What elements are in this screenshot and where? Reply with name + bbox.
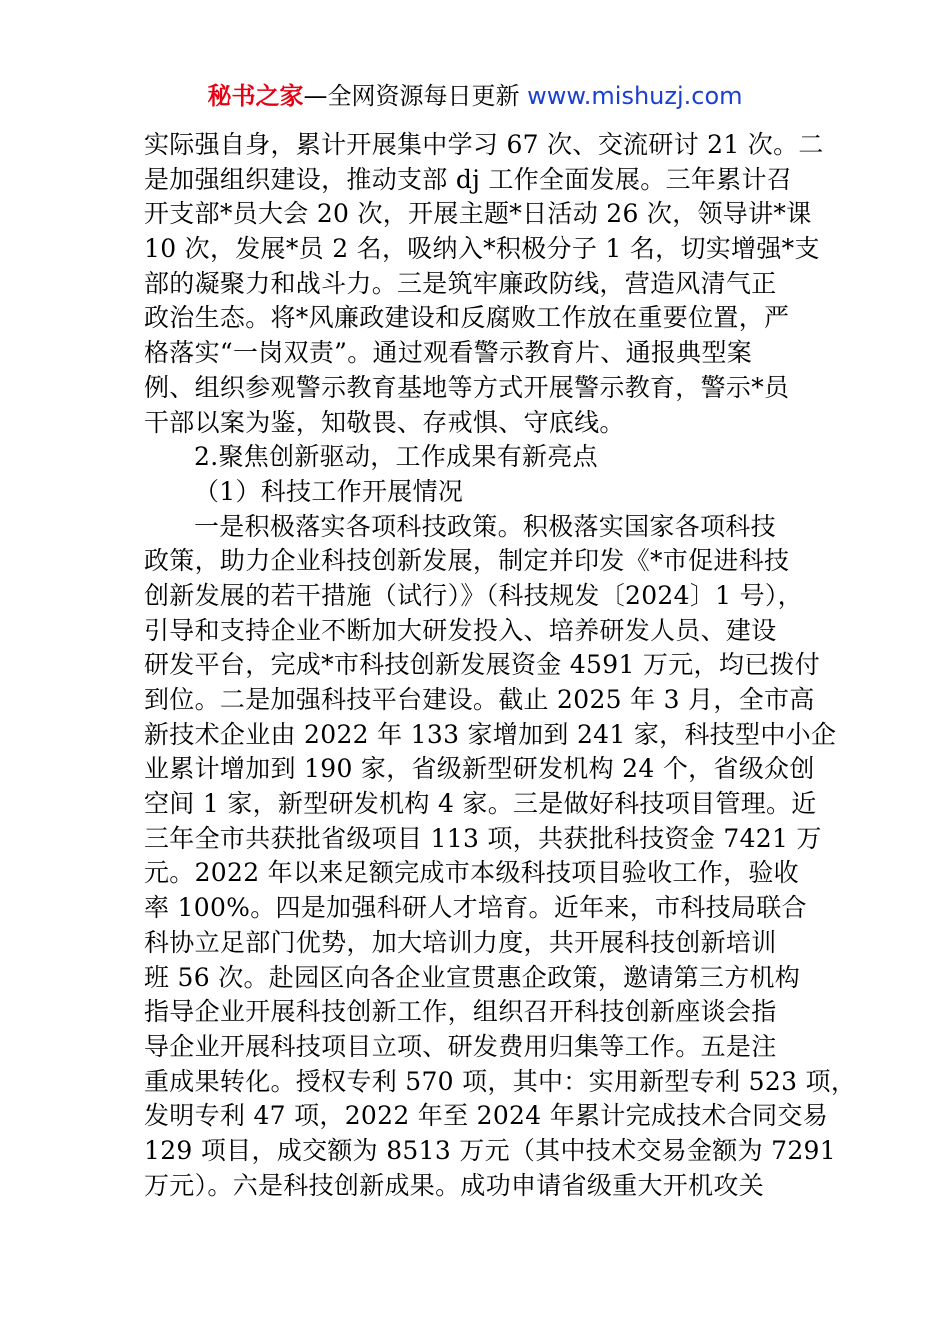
text-line: 是加强组织建设，推动支部 dj 工作全面发展。三年累计召 bbox=[144, 164, 793, 194]
text-line: 发明专利 47 项，2022 年至 2024 年累计完成技术合同交易 bbox=[144, 1101, 828, 1131]
site-header bbox=[0, 80, 950, 112]
text-line: 政治生态。将*风廉政建设和反腐败工作放在重要位置，严 bbox=[144, 303, 790, 333]
text-line: 开支部*员大会 20 次，开展主题*日活动 26 次，领导讲*课 bbox=[144, 199, 812, 229]
text-line: 10 次，发展*员 2 名，吸纳入*积极分子 1 名，切实增强*支 bbox=[144, 234, 820, 264]
text-line: 创新发展的若干措施（试行）》（科技规发〔2024〕1 号）， bbox=[144, 580, 803, 610]
text-line: 新技术企业由 2022 年 133 家增加到 241 家，科技型中小企 bbox=[144, 719, 837, 749]
text-line: 部的凝聚力和战斗力。三是筑牢廉政防线，营造风清气正 bbox=[144, 268, 777, 298]
text-line: 元。2022 年以来足额完成市本级科技项目验收工作，验收 bbox=[144, 858, 799, 888]
text-line: 班 56 次。赴园区向各企业宣贯惠企政策，邀请第三方机构 bbox=[144, 962, 801, 992]
section-heading: 2.聚焦创新驱动，工作成果有新亮点 bbox=[194, 442, 598, 472]
text-line: 万元）。六是科技创新成果。成功申请省级重大开机攻关 bbox=[144, 1170, 765, 1200]
text-line: 导企业开展科技项目立项、研发费用归集等工作。五是注 bbox=[144, 1031, 777, 1061]
text-line: 指导企业开展科技创新工作，组织召开科技创新座谈会指 bbox=[144, 997, 777, 1027]
text-line: 空间 1 家，新型研发机构 4 家。三是做好科技项目管理。近 bbox=[144, 789, 817, 819]
text-line: 格落实“一岗双责”。通过观看警示教育片、通报典型案 bbox=[144, 338, 753, 368]
text-line: 研发平台，完成*市科技创新发展资金 4591 万元，均已拨付 bbox=[144, 650, 821, 680]
text-line: 干部以案为鉴，知敬畏、存戒惧、守底线。 bbox=[144, 407, 625, 437]
subsection-heading: （1）科技工作开展情况 bbox=[194, 476, 464, 506]
document-body bbox=[144, 128, 857, 1203]
text-line: 科协立足部门优势，加大培训力度，共开展科技创新培训 bbox=[144, 927, 777, 957]
paragraph-start-line: 一是积极落实各项科技政策。积极落实国家各项科技 bbox=[194, 511, 776, 541]
site-tagline: —全网资源每日更新 bbox=[303, 82, 528, 110]
text-line: 政策，助力企业科技创新发展，制定并印发《*市促进科技 bbox=[144, 546, 790, 576]
text-line: 引导和支持企业不断加大研发投入、培养研发人员、建设 bbox=[144, 615, 777, 645]
text-line: 到位。二是加强科技平台建设。截止 2025 年 3 月，全市高 bbox=[144, 685, 815, 714]
text-line: 例、组织参观警示教育基地等方式开展警示教育，警示*员 bbox=[144, 372, 790, 402]
text-line: 三年全市共获批省级项目 113 项，共获批科技资金 7421 万 bbox=[144, 823, 822, 853]
text-line: 实际强自身，累计开展集中学习 67 次、交流研讨 21 次。二 bbox=[144, 130, 824, 159]
text-line: 业累计增加到 190 家，省级新型研发机构 24 个，省级众创 bbox=[144, 754, 815, 784]
site-url[interactable]: www.mishuzj.com bbox=[527, 82, 743, 110]
text-line: 重成果转化。授权专利 570 项，其中：实用新型专利 523 项， bbox=[144, 1066, 857, 1096]
text-line: 129 项目，成交额为 8513 万元（其中技术交易金额为 7291 bbox=[144, 1135, 836, 1165]
site-brand: 秘书之家 bbox=[207, 82, 304, 110]
text-line: 率 100%。四是加强科研人才培育。近年来，市科技局联合 bbox=[144, 893, 807, 923]
